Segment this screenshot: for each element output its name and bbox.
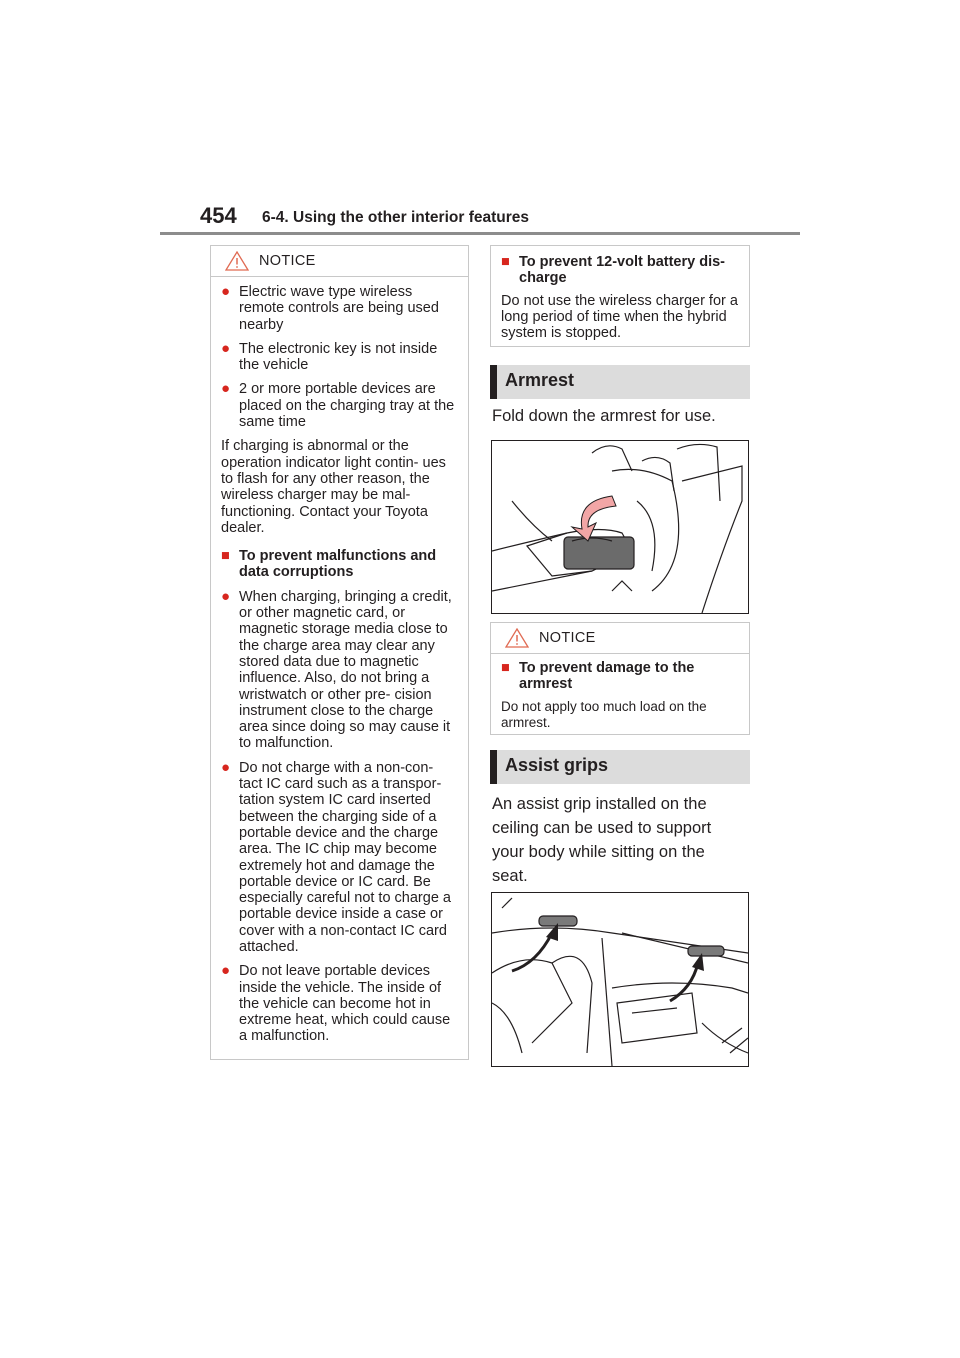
- list-item: ● The electronic key is not inside the vehicle: [221, 339, 438, 374]
- notice-subheading: ■ To prevent malfunctions and data corruptions: [221, 548, 437, 581]
- list-item: ● When charging, bringing a credit, or other magnetic card, or magnetic storage media close to the charge area may clear any stored data due to magnetic influence. Also, do not bring a wristwatch or other pre- cision instrument close to the charge area since doing so may cause it to malfunction.: [221, 587, 452, 752]
- battery-text: Do not use the wireless charger for a long period of time when the hybrid system is stopped.: [501, 292, 738, 342]
- armrest-notice-box: [490, 622, 750, 735]
- bullet-icon: ●: [221, 339, 231, 357]
- notice-paragraph: If charging is abnormal or the operation indicator light contin- ues to flash for any other reason, the wireless charger may be mal- functioning. Contact your Toyota dealer.: [221, 438, 446, 536]
- section-title: 6-4. Using the other interior features: [262, 209, 529, 226]
- bullet-icon: ●: [221, 962, 231, 980]
- assist-grip-image: [492, 893, 748, 1066]
- list-item: ● Electric wave type wireless remote controls are being used nearby: [221, 283, 439, 333]
- left-notice-box: [210, 245, 469, 1060]
- list-item: ● 2 or more portable devices are placed on the charging tray at the same time: [221, 380, 455, 431]
- square-icon: ■: [221, 548, 230, 565]
- armrest-heading: Armrest: [490, 365, 750, 399]
- armrest-illustration: [491, 440, 749, 614]
- notice-header: [211, 246, 468, 277]
- armrest-notice-text: Do not apply too much load on the armrest.: [501, 698, 707, 730]
- armrest-text: Fold down the armrest for use.: [492, 407, 716, 425]
- list-item: ● Do not charge with a non-con- tact IC card such as a transpor- tation system IC card inserted between the charging side of a portable device and the charge area. The IC chip may become extremely hot and damage the portable device or IC card. Be especially careful not to charge a portable device inside a case or cover with a non-contact IC card attached.: [221, 758, 451, 955]
- header-rule: [160, 232, 800, 235]
- square-icon: ■: [501, 254, 510, 270]
- bullet-icon: ●: [221, 380, 231, 398]
- notice-label: NOTICE: [539, 630, 596, 646]
- armrest-seat-image: [492, 441, 748, 613]
- warning-triangle-icon: [225, 251, 249, 271]
- bullet-icon: ●: [221, 283, 231, 300]
- notice-content: [211, 277, 468, 1055]
- bullet-icon: ●: [221, 758, 231, 776]
- assist-grips-heading: Assist grips: [490, 750, 750, 784]
- assist-grips-illustration: [491, 892, 749, 1067]
- list-item: ● Do not leave portable devices inside the vehicle. The inside of the vehicle can become hot in extreme heat, which could cause a malfunction.: [221, 962, 451, 1045]
- battery-subheading: ■ To prevent 12-volt battery dis- charge: [501, 254, 725, 287]
- notice-header: [491, 623, 749, 654]
- armrest-notice-subheading: ■ To prevent damage to the armrest: [501, 660, 695, 693]
- assist-grips-text: An assist grip installed on the ceiling can be used to support your body while sitting on the seat.: [492, 795, 712, 885]
- square-icon: ■: [501, 660, 510, 676]
- bullet-icon: ●: [221, 587, 231, 605]
- warning-triangle-icon: [505, 628, 529, 648]
- page-number: 454: [200, 203, 237, 228]
- notice-label: NOTICE: [259, 253, 316, 269]
- battery-notice-box: [490, 245, 750, 347]
